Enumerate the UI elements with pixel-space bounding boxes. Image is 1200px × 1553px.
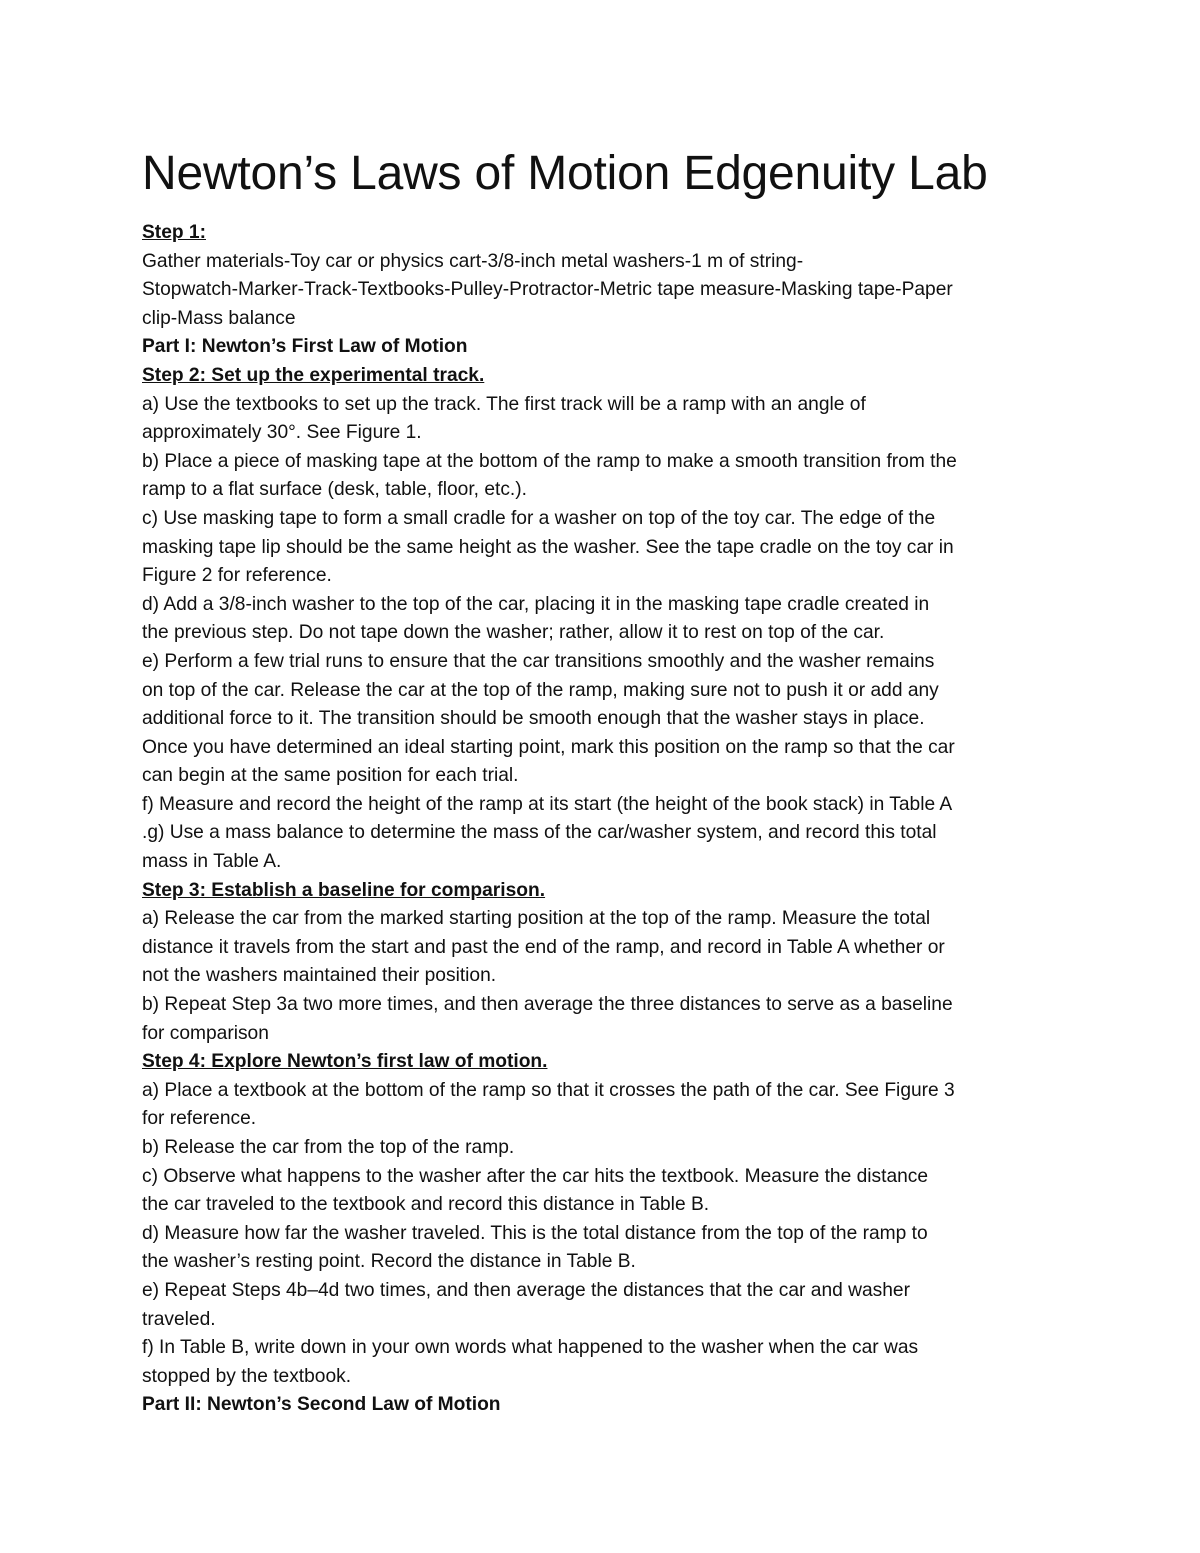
step-2e-text: e) Perform a few trial runs to ensure that the car transitions smoothly and the washer remains [142,650,935,672]
step-2b-text: ramp to a flat surface (desk, table, floor, etc.). [142,479,527,501]
step-2d-text: d) Add a 3/8-inch washer to the top of the car, placing it in the masking tape cradle created in [142,593,930,615]
step-3a-text: distance it travels from the start and past the end of the ramp, and record in Table A whether or [142,936,945,958]
step-2b-text: b) Place a piece of masking tape at the bottom of the ramp to make a smooth transition from the [142,450,957,472]
step-2d-text: the previous step. Do not tape down the washer; rather, allow it to rest on top of the car. [142,622,885,644]
step-4f-text: f) In Table B, write down in your own words what happened to the washer when the car was [142,1337,919,1359]
step-2c-text: c) Use masking tape to form a small cradle for a washer on top of the toy car. The edge of the [142,507,936,529]
part-1-heading: Part I: Newton’s First Law of Motion [142,336,468,358]
step-1-text: Stopwatch-Marker-Track-Textbooks-Pulley-Protractor-Metric tape measure-Masking tape-Paper [142,279,953,301]
step-3a-text: a) Release the car from the marked starting position at the top of the ramp. Measure the total [142,908,931,930]
step-1-heading: Step 1: [142,222,206,243]
step-2g-text: .g) Use a mass balance to determine the mass of the car/washer system, and record this total [142,822,937,844]
step-4d-text: the washer’s resting point. Record the distance in Table B. [142,1251,636,1273]
step-3a-text: not the washers maintained their position. [142,965,497,987]
step-2e-text: on top of the car. Release the car at the top of the ramp, making sure not to push it or add any [142,679,939,701]
step-2f-text: f) Measure and record the height of the ramp at its start (the height of the book stack) in Table A [142,793,953,815]
step-2e-text: additional force to it. The transition should be smooth enough that the washer stays in place. [142,708,925,730]
step-4c-text: c) Observe what happens to the washer after the car hits the textbook. Measure the distance [142,1165,929,1187]
step-4f-text: stopped by the textbook. [142,1365,352,1387]
step-4d-text: d) Measure how far the washer traveled. This is the total distance from the top of the ramp to [142,1222,928,1244]
step-2-heading: Step 2: Set up the experimental track. [142,364,485,386]
step-2g-text: mass in Table A. [142,851,282,873]
document-title: Newton’s Laws of Motion Edgenuity Lab [142,147,988,200]
step-2c-text: Figure 2 for reference. [142,565,332,587]
step-2e-text: can begin at the same position for each trial. [142,765,519,787]
step-3b-text: for comparison [142,1022,269,1044]
step-4-heading: Step 4: Explore Newton’s first law of motion. [142,1051,548,1073]
step-2c-text: masking tape lip should be the same height as the washer. See the tape cradle on the toy car in [142,536,954,558]
step-1-text: clip-Mass balance [142,307,296,329]
step-4c-text: the car traveled to the textbook and record this distance in Table B. [142,1194,710,1216]
step-4a-text: for reference. [142,1108,257,1130]
step-3b-text: b) Repeat Step 3a two more times, and then average the three distances to serve as a baseline [142,994,953,1016]
part-2-heading: Part II: Newton’s Second Law of Motion [142,1394,501,1416]
step-4b-text: b) Release the car from the top of the ramp. [142,1137,515,1158]
step-2e-text: Once you have determined an ideal starting point, mark this position on the ramp so that the car [142,736,955,758]
step-4e-text: e) Repeat Steps 4b–4d two times, and then average the distances that the car and washer [142,1279,910,1301]
step-4e-text: traveled. [142,1308,216,1330]
step-2a-text: a) Use the textbooks to set up the track. The first track will be a ramp with an angle of [142,393,866,415]
step-1-text: Gather materials-Toy car or physics cart-3/8-inch metal washers-1 m of string- [142,250,804,272]
step-3-heading: Step 3: Establish a baseline for comparison. [142,879,546,901]
document-body [142,219,1067,1420]
document-page [142,143,1067,1420]
step-4a-text: a) Place a textbook at the bottom of the ramp so that it crosses the path of the car. See Figure 3 [142,1079,955,1101]
step-2a-text: approximately 30°. See Figure 1. [142,422,422,444]
